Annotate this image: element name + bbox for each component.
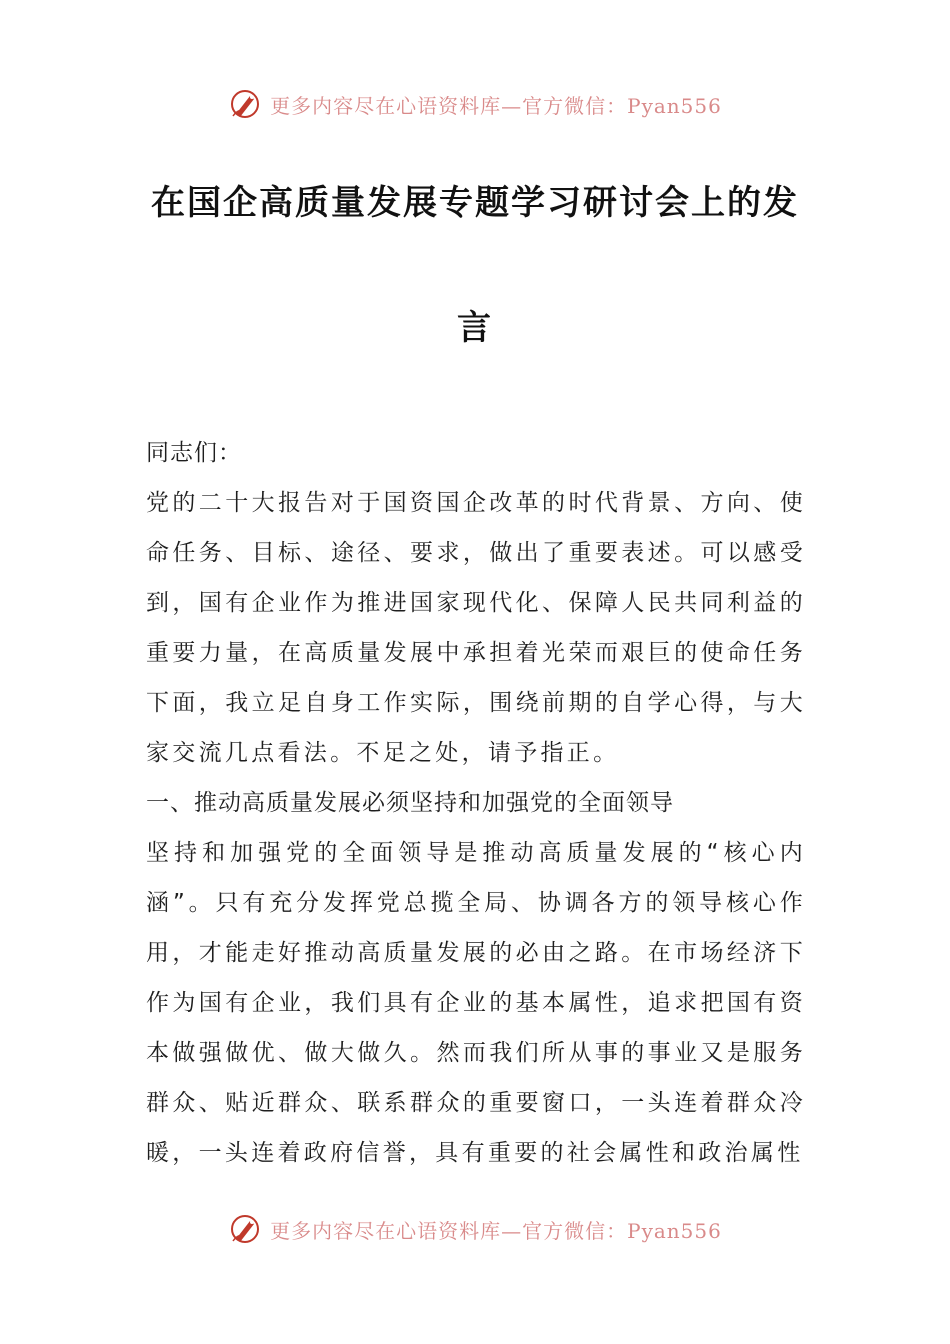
pen-nib-logo-icon <box>228 87 262 121</box>
header-watermark-banner <box>0 82 950 126</box>
salutation: 同志们： <box>146 440 242 466</box>
document-title-line-2: 言 <box>457 308 493 348</box>
body-paragraph: 党的二十大报告对于国资国企改革的时代背景、方向、使命任务、目标、途径、要求，做出了重要表述。可以感受到，国有企业作为推进国家现代化、保障人民共同利益的重要力量，在高质量发展中承担着光荣而艰巨的使命任务下面，我立足自身工作实际，围绕前期的自学心得，与大家交流几点看法。不足之处，请予指正。 <box>146 490 806 766</box>
watermark-text: 更多内容尽在心语资料库—官方微信：Pyan556 <box>270 1218 722 1243</box>
document-body <box>146 428 806 1178</box>
section-heading: 一、推动高质量发展必须坚持和加强党的全面领导 <box>146 790 674 816</box>
body-paragraph: 坚持和加强党的全面领导是推动高质量发展的“核心内涵”。只有充分发挥党总揽全局、协调各方的领导核心作用，才能走好推动高质量发展的必由之路。在市场经济下作为国有企业，我们具有企业的基本属性，追求把国有资本做强做优、做大做久。然而我们所从事的事业又是服务群众、贴近群众、联系群众的重要窗口，一头连着群众冷暖，一头连着政府信誉，具有重要的社会属性和政治属性 <box>146 840 806 1166</box>
document-title-line-1: 在国企高质量发展专题学习研讨会上的发 <box>151 183 799 223</box>
pen-nib-logo-icon <box>228 1212 262 1246</box>
watermark-text: 更多内容尽在心语资料库—官方微信：Pyan556 <box>270 93 722 118</box>
footer-watermark-banner <box>0 1207 950 1251</box>
